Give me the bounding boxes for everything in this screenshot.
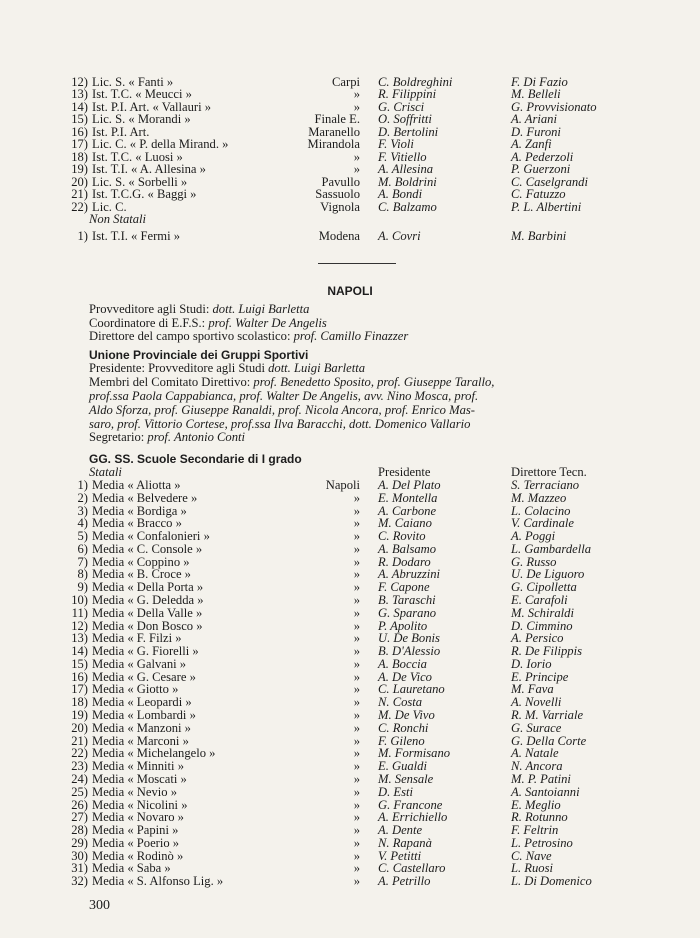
row-number: 1) <box>77 229 88 243</box>
presidente: A. Allesina <box>378 162 434 177</box>
city: » <box>353 162 360 177</box>
row-number: 15) <box>71 656 88 671</box>
direttore: V. Cardinale <box>511 516 574 531</box>
school-name: Media « G. Cesare » <box>92 669 196 684</box>
direttore: G. Della Corte <box>511 733 587 748</box>
presidente: C. Castellaro <box>378 861 446 876</box>
school-name: Lic. C. <box>92 199 127 214</box>
city: » <box>353 618 360 633</box>
presidente: A. Dente <box>378 823 423 838</box>
row-number: 6) <box>77 541 88 556</box>
city: Napoli <box>325 478 360 492</box>
direttore: A. Novelli <box>511 695 562 710</box>
row-number: 4) <box>77 516 88 531</box>
row-number: 19) <box>71 708 88 723</box>
school-name: Media « Giotto » <box>92 682 179 697</box>
row-number: 16) <box>71 669 88 684</box>
school-name: Media « Della Valle » <box>92 605 203 620</box>
row-number: 22) <box>71 199 88 214</box>
direttore: L. Di Domenico <box>511 874 592 889</box>
school-name: Media « Poerio » <box>92 835 180 850</box>
official-line <box>89 330 609 344</box>
column-header-direttore: Direttore Tecn. <box>511 465 587 479</box>
presidente: A. Bondi <box>378 187 423 202</box>
secretary-label: Segretario: <box>89 430 148 444</box>
direttore: C. Caselgrandi <box>511 174 588 189</box>
committee-line-2 <box>89 390 609 404</box>
direttore: M. Schiraldi <box>511 605 574 620</box>
presidente: A. Balsamo <box>378 541 437 556</box>
section-title: NAPOLI <box>327 284 373 298</box>
city: » <box>353 759 360 774</box>
school-name: Media « Bracco » <box>92 516 182 531</box>
official-line <box>89 303 609 317</box>
presidente: A. Errichiello <box>378 810 448 825</box>
city: » <box>353 771 360 786</box>
presidente: C. Boldreghini <box>378 75 453 89</box>
secretary-name: prof. Antonio Conti <box>147 430 246 444</box>
city: » <box>353 708 360 723</box>
gg-title: GG. SS. Scuole Secondarie di I grado <box>89 452 302 466</box>
school-name: Lic. S. « Sorbelli » <box>92 174 188 189</box>
school-name: Media « G. Fiorelli » <box>92 644 199 659</box>
direttore: M. Belleli <box>511 87 561 102</box>
city: Modena <box>318 229 360 243</box>
direttore: F. Feltrin <box>511 823 559 838</box>
direttore: D. Cimmino <box>511 618 573 633</box>
school-name: Media « B. Croce » <box>92 567 191 582</box>
presidente: A. Petrillo <box>378 874 431 889</box>
presidente: N. Rapanà <box>378 835 432 850</box>
row-number: 12) <box>71 75 88 89</box>
presidente: G. Sparano <box>378 605 437 620</box>
presidente: G. Crisci <box>378 99 425 114</box>
table-row <box>0 874 700 888</box>
row-number: 18) <box>71 149 88 164</box>
city: » <box>353 797 360 812</box>
direttore: L. Gambardella <box>511 541 591 556</box>
row-number: 13) <box>71 631 88 646</box>
union-president-label: Presidente: Provveditore agli Studi <box>89 361 269 375</box>
presidente: D. Bertolini <box>378 124 439 139</box>
direttore: A. Ariani <box>511 112 557 127</box>
presidente: C. Balzamo <box>378 199 437 214</box>
city: » <box>353 99 360 114</box>
direttore: E. Meglio <box>511 797 561 812</box>
direttore: A. Natale <box>511 746 559 761</box>
school-name: Media « Saba » <box>92 861 171 876</box>
union-president-name: dott. Luigi Barletta <box>268 361 366 375</box>
row-number: 18) <box>71 695 88 710</box>
city: » <box>353 490 360 505</box>
city: » <box>353 720 360 735</box>
direttore: R. M. Varriale <box>511 708 584 723</box>
row-number: 26) <box>71 797 88 812</box>
official-role: Direttore del campo sportivo scolastico: <box>89 329 294 344</box>
school-name: Media « Michelangelo » <box>92 746 216 761</box>
direttore: L. Colacino <box>511 503 571 518</box>
direttore: R. De Filippis <box>511 644 583 659</box>
presidente: A. Del Plato <box>378 478 441 492</box>
school-name: Ist. T.I. « A. Allesina » <box>92 162 206 177</box>
school-name: Media « Della Porta » <box>92 580 204 595</box>
row-number: 9) <box>77 580 88 595</box>
row-number: 22) <box>71 746 88 761</box>
section-divider <box>318 263 396 264</box>
city: » <box>353 810 360 825</box>
school-name: Media « Confalonieri » <box>92 529 210 544</box>
direttore: N. Ancora <box>511 759 563 774</box>
school-name: Ist. T.I. « Fermi » <box>92 229 181 243</box>
direttore: M. Barbini <box>511 229 567 243</box>
direttore: A. Persico <box>511 631 564 646</box>
city: » <box>353 669 360 684</box>
presidente: F. Violi <box>378 137 414 152</box>
row-number: 16) <box>71 124 88 139</box>
school-name: Media « Minniti » <box>92 759 184 774</box>
presidente: V. Petitti <box>378 848 422 863</box>
direttore: E. Principe <box>511 669 569 684</box>
presidente: A. Carbone <box>378 503 437 518</box>
school-name: Media « F. Filzi » <box>92 631 182 646</box>
direttore: C. Fatuzzo <box>511 187 566 202</box>
city: » <box>353 605 360 620</box>
direttore: G. Provvisionato <box>511 99 597 114</box>
city: » <box>353 503 360 518</box>
school-name: Media « C. Console » <box>92 541 203 556</box>
direttore: C. Nave <box>511 848 552 863</box>
row-number: 23) <box>71 759 88 774</box>
school-name: Media « Galvani » <box>92 656 187 671</box>
city: » <box>353 695 360 710</box>
city: Pavullo <box>321 174 360 189</box>
committee-label: Membri del Comitato Direttivo: <box>89 375 254 389</box>
city: » <box>353 784 360 799</box>
committee-text-2: prof.ssa Paola Cappabianca, prof. Walter De Angelis, avv. Nino Mosca, prof. <box>89 389 479 403</box>
city: » <box>353 682 360 697</box>
row-number: 2) <box>77 490 88 505</box>
school-name: Lic. C. « P. della Mirand. » <box>92 137 229 152</box>
presidente: F. Vitiello <box>378 149 427 164</box>
presidente: R. Filippini <box>378 87 437 102</box>
presidente: U. De Bonis <box>378 631 440 646</box>
presidente: F. Gileno <box>378 733 425 748</box>
school-name: Media « Marconi » <box>92 733 189 748</box>
row-number: 31) <box>71 861 88 876</box>
school-name: Ist. T.C.G. « Baggi » <box>92 187 197 202</box>
school-name: Lic. S. « Morandi » <box>92 112 191 127</box>
school-name: Media « Leopardi » <box>92 695 192 710</box>
official-name: dott. Luigi Barletta <box>212 302 310 316</box>
city: » <box>353 516 360 531</box>
committee-line-3 <box>89 404 609 418</box>
presidente: O. Soffritti <box>378 112 432 127</box>
presidente: F. Capone <box>378 580 430 595</box>
row-number: 32) <box>71 874 88 889</box>
direttore: F. Di Fazio <box>511 75 568 89</box>
presidente: G. Francone <box>378 797 443 812</box>
school-name: Media « Aliotta » <box>92 478 181 492</box>
page-number: 300 <box>89 898 110 913</box>
city: » <box>353 631 360 646</box>
direttore: P. Guerzoni <box>511 162 571 177</box>
city: » <box>353 874 360 889</box>
presidente: M. De Vivo <box>378 708 435 723</box>
city: Carpi <box>332 75 360 89</box>
direttore: D. Furoni <box>511 124 561 139</box>
school-name: Media « Rodinò » <box>92 848 184 863</box>
school-name: Media « Papini » <box>92 823 179 838</box>
presidente: C. Rovito <box>378 529 426 544</box>
school-name: Media « S. Alfonso Lig. » <box>92 874 224 889</box>
committee-text-4: saro, prof. Vittorio Cortese, prof.ssa Ilva Baracchi, dott. Domenico Vallario <box>89 417 471 431</box>
row-number: 14) <box>71 99 88 114</box>
direttore: L. Ruosi <box>511 861 553 876</box>
school-name: Media « Manzoni » <box>92 720 191 735</box>
city: » <box>353 541 360 556</box>
presidente: A. Boccia <box>378 656 427 671</box>
city: » <box>353 567 360 582</box>
city: » <box>353 593 360 608</box>
direttore: U. De Liguoro <box>511 567 585 582</box>
city: » <box>353 848 360 863</box>
row-number: 29) <box>71 835 88 850</box>
direttore: E. Carafoli <box>511 593 568 608</box>
city: » <box>353 823 360 838</box>
direttore: L. Petrosino <box>511 835 573 850</box>
statali-label: Statali <box>89 465 122 479</box>
row-number: 28) <box>71 823 88 838</box>
row-number: 8) <box>77 567 88 582</box>
school-name: Ist. T.C. « Meucci » <box>92 87 192 102</box>
city: Maranello <box>308 124 360 139</box>
presidente: E. Gualdi <box>378 759 427 774</box>
row-number: 21) <box>71 733 88 748</box>
direttore: A. Zanfi <box>511 137 552 152</box>
union-title: Unione Provinciale dei Gruppi Sportivi <box>89 348 309 362</box>
table-row <box>0 229 700 243</box>
row-number: 17) <box>71 682 88 697</box>
city: » <box>353 861 360 876</box>
presidente: M. Caiano <box>378 516 432 531</box>
presidente: A. Covri <box>378 229 421 243</box>
presidente: E. Montella <box>378 490 438 505</box>
city: Mirandola <box>307 137 360 152</box>
city: » <box>353 835 360 850</box>
city: » <box>353 644 360 659</box>
city: » <box>353 746 360 761</box>
school-name: Media « Novaro » <box>92 810 184 825</box>
row-number: 17) <box>71 137 88 152</box>
direttore: G. Russo <box>511 554 557 569</box>
school-name: Ist. P.I. Art. <box>92 124 150 139</box>
school-name: Media « Moscati » <box>92 771 187 786</box>
committee-line-1 <box>89 376 609 390</box>
row-number: 21) <box>71 187 88 202</box>
direttore: M. Mazzeo <box>511 490 567 505</box>
presidente: M. Boldrini <box>378 174 437 189</box>
row-number: 15) <box>71 112 88 127</box>
direttore: D. Iorio <box>511 656 552 671</box>
direttore: M. Fava <box>511 682 554 697</box>
school-name: Media « G. Deledda » <box>92 593 204 608</box>
direttore: G. Cipolletta <box>511 580 577 595</box>
row-number: 19) <box>71 162 88 177</box>
city: » <box>353 529 360 544</box>
presidente: M. Sensale <box>378 771 434 786</box>
presidente: N. Costa <box>378 695 423 710</box>
direttore: A. Pederzoli <box>511 149 574 164</box>
school-name: Media « Belvedere » <box>92 490 198 505</box>
presidente: D. Esti <box>378 784 413 799</box>
direttore: S. Terraciano <box>511 478 580 492</box>
non-statali-label: Non Statali <box>89 212 147 226</box>
city: Finale E. <box>314 112 360 127</box>
presidente: M. Formisano <box>378 746 451 761</box>
school-name: Media « Don Bosco » <box>92 618 203 633</box>
row-number: 12) <box>71 618 88 633</box>
row-number: 25) <box>71 784 88 799</box>
column-header-presidente: Presidente <box>378 465 431 479</box>
school-name: Media « Nicolini » <box>92 797 188 812</box>
school-name: Media « Bordiga » <box>92 503 187 518</box>
presidente: A. De Vico <box>378 669 432 684</box>
official-name: prof. Walter De Angelis <box>208 315 327 330</box>
city: Sassuolo <box>315 187 360 202</box>
presidente: B. D'Alessio <box>378 644 441 659</box>
city: » <box>353 580 360 595</box>
city: » <box>353 733 360 748</box>
presidente: P. Apolito <box>378 618 428 633</box>
row-number: 13) <box>71 87 88 102</box>
row-number: 24) <box>71 771 88 786</box>
official-line <box>89 317 609 331</box>
direttore: M. P. Patini <box>511 771 571 786</box>
presidente: C. Ronchi <box>378 720 429 735</box>
row-number: 1) <box>77 478 88 492</box>
presidente: R. Dodaro <box>378 554 431 569</box>
row-number: 20) <box>71 720 88 735</box>
row-number: 11) <box>71 605 88 620</box>
union-president <box>89 362 609 376</box>
city: » <box>353 149 360 164</box>
direttore: A. Santoianni <box>511 784 580 799</box>
official-name: prof. Camillo Finazzer <box>293 329 409 344</box>
row-number: 7) <box>77 554 88 569</box>
direttore: R. Rotunno <box>511 810 568 825</box>
city: » <box>353 87 360 102</box>
school-name: Ist. P.I. Art. « Vallauri » <box>92 99 212 114</box>
committee-text-3: Aldo Sforza, prof. Giuseppe Ranaldi, prof. Nicola Ancora, prof. Enrico Mas- <box>89 403 475 417</box>
presidente: B. Taraschi <box>378 593 436 608</box>
secretary-line <box>89 431 609 445</box>
committee-text-1: prof. Benedetto Sposito, prof. Giuseppe Tarallo, <box>253 375 495 389</box>
direttore: G. Surace <box>511 720 562 735</box>
row-number: 27) <box>71 810 88 825</box>
direttore: P. L. Albertini <box>511 199 582 214</box>
row-number: 14) <box>71 644 88 659</box>
school-name: Media « Coppino » <box>92 554 190 569</box>
city: » <box>353 656 360 671</box>
school-name: Lic. S. « Fanti » <box>92 75 174 89</box>
presidente: C. Lauretano <box>378 682 445 697</box>
official-role: Provveditore agli Studi: <box>89 302 213 316</box>
city: Vignola <box>320 199 360 214</box>
city: » <box>353 554 360 569</box>
school-name: Ist. T.C. « Luosi » <box>92 149 183 164</box>
presidente: A. Abruzzini <box>378 567 441 582</box>
row-number: 3) <box>77 503 88 518</box>
row-number: 5) <box>77 529 88 544</box>
official-role: Coordinatore di E.F.S.: <box>89 315 209 330</box>
row-number: 30) <box>71 848 88 863</box>
direttore: A. Poggi <box>511 529 556 544</box>
school-name: Media « Nevio » <box>92 784 177 799</box>
row-number: 20) <box>71 174 88 189</box>
school-name: Media « Lombardi » <box>92 708 196 723</box>
row-number: 10) <box>71 593 88 608</box>
